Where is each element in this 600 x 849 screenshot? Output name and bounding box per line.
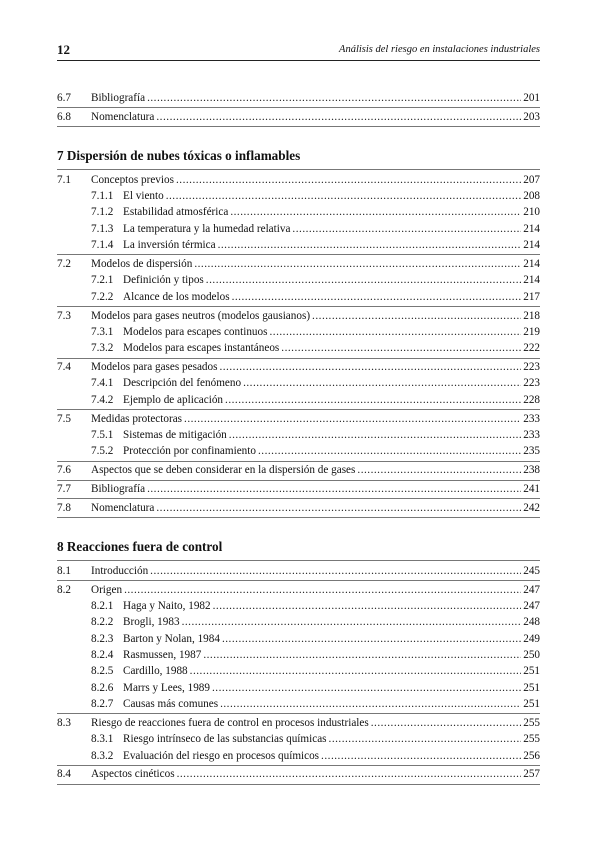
dot-leader	[218, 237, 522, 253]
dot-leader	[258, 443, 521, 459]
toc-entry	[57, 696, 540, 712]
entry-page: 223	[523, 361, 540, 374]
entry-page: 219	[523, 325, 540, 338]
toc-entry	[57, 500, 540, 516]
entry-title: Alcance de los modelos	[123, 290, 230, 303]
entry-title: Nomenclatura	[91, 110, 155, 123]
entry-number: 8.4	[57, 768, 71, 781]
toc-entry	[57, 359, 540, 375]
separator-line	[57, 784, 540, 785]
entry-number: 8.3.2	[91, 749, 114, 762]
toc-entry	[57, 427, 540, 443]
entry-title: Causas más comunes	[123, 698, 219, 710]
entry-page: 222	[523, 342, 540, 355]
entry-title: Modelos de dispersión	[91, 257, 193, 270]
entry-title: Modelos para escapes instantáneos	[123, 342, 280, 355]
dot-leader	[182, 614, 522, 630]
toc-entry	[57, 272, 540, 288]
entry-number: 8.3.1	[91, 733, 114, 746]
toc-entry	[57, 221, 540, 237]
dot-leader	[213, 598, 522, 614]
dot-leader	[312, 308, 521, 324]
entry-page: 208	[523, 190, 540, 203]
toc-entry	[57, 731, 540, 747]
entry-number: 7.1.1	[91, 190, 114, 203]
entry-number: 7.4.2	[91, 393, 114, 406]
dot-leader	[357, 462, 521, 478]
entry-number: 7.7	[57, 483, 71, 495]
entry-page: 251	[523, 698, 540, 710]
entry-page: 242	[523, 501, 540, 514]
dot-leader	[166, 188, 522, 204]
toc-entry	[57, 614, 540, 630]
entry-number: 7.2	[57, 257, 71, 270]
entry-title: Evaluación del riesgo en procesos químicos	[123, 749, 320, 762]
toc-entry	[57, 631, 540, 647]
toc-entry	[57, 375, 540, 391]
entry-number: 6.7	[57, 92, 71, 104]
toc-entry	[57, 443, 540, 459]
toc-entry	[57, 481, 540, 497]
dot-leader	[371, 715, 521, 731]
dot-leader	[156, 109, 521, 125]
toc-entry	[57, 172, 540, 188]
dot-leader	[176, 172, 521, 188]
entry-page: 233	[523, 428, 540, 441]
entry-number: 7.3	[57, 309, 71, 322]
entry-number: 7.2.1	[91, 274, 114, 287]
entry-title: Ejemplo de aplicación	[123, 393, 224, 406]
entry-page: 217	[523, 290, 540, 303]
entry-number: 8.2.1	[91, 599, 114, 612]
entry-number: 8.2	[57, 583, 71, 596]
entry-number: 7.1.4	[91, 239, 114, 252]
entry-title: Cardillo, 1988	[123, 665, 188, 678]
entry-page: 214	[523, 257, 540, 270]
entry-page: 241	[523, 483, 540, 495]
entry-page: 235	[523, 445, 540, 458]
toc-entry	[57, 766, 540, 782]
entry-page: 255	[523, 716, 540, 729]
entry-title: Definición y tipos	[123, 274, 204, 287]
entry-number: 7.4	[57, 361, 71, 374]
entry-number: 7.1	[57, 173, 71, 186]
page-number: 12	[57, 42, 70, 57]
dot-leader	[292, 221, 521, 237]
entry-page: 203	[523, 110, 540, 123]
entry-number: 8.1	[57, 564, 71, 577]
entry-page: 256	[523, 749, 540, 762]
entry-title: Aspectos cinéticos	[91, 768, 175, 781]
dot-leader	[219, 359, 521, 375]
dot-leader	[220, 696, 521, 712]
separator-line	[57, 126, 540, 127]
toc-entry	[57, 598, 540, 614]
entry-page: 250	[523, 648, 540, 661]
entry-page: 238	[523, 464, 540, 477]
separator-line	[57, 517, 540, 518]
entry-number: 7.8	[57, 501, 71, 514]
chapter-heading: 7 Dispersión de nubes tóxicas o inflamables	[57, 147, 301, 163]
entry-number: 7.1.3	[91, 222, 114, 235]
entry-page: 245	[523, 564, 540, 577]
dot-leader	[212, 680, 521, 696]
entry-page: 223	[523, 377, 540, 390]
toc-entry	[57, 582, 540, 598]
dot-leader	[229, 427, 521, 443]
entry-number: 7.2.2	[91, 290, 114, 303]
entry-number: 8.2.4	[91, 648, 114, 661]
dot-leader	[269, 324, 521, 340]
toc-entry	[57, 563, 540, 579]
entry-title: Origen	[91, 583, 123, 596]
toc-entry	[57, 748, 540, 764]
dot-leader	[177, 766, 522, 782]
toc-entry	[57, 715, 540, 731]
toc-entry	[57, 109, 540, 125]
entry-number: 7.5.1	[91, 428, 114, 441]
entry-number: 7.5.2	[91, 445, 114, 458]
entry-title: Brogli, 1983	[123, 616, 180, 629]
entry-number: 7.6	[57, 464, 71, 477]
dot-leader	[194, 256, 521, 272]
entry-number: 7.3.2	[91, 342, 114, 355]
dot-leader	[329, 731, 522, 747]
entry-page: 257	[523, 768, 540, 781]
entry-number: 7.1.2	[91, 206, 114, 219]
entry-number: 8.2.5	[91, 665, 114, 678]
entry-title: La temperatura y la humedad relativa	[123, 222, 291, 235]
toc-entry	[57, 647, 540, 663]
entry-title: Descripción del fenómeno	[123, 377, 242, 390]
entry-number: 7.4.1	[91, 377, 114, 390]
entry-title: Marrs y Lees, 1989	[123, 681, 210, 694]
chapter-heading: 8 Reacciones fuera de control	[57, 538, 223, 554]
toc-entry	[57, 462, 540, 478]
entry-title: Protección por confinamiento	[123, 445, 256, 458]
toc-entry	[57, 90, 540, 106]
entry-page: 207	[523, 173, 540, 186]
entry-number: 7.3.1	[91, 325, 114, 338]
separator-line	[57, 560, 540, 561]
entry-number: 8.2.2	[91, 616, 114, 629]
dot-leader	[203, 647, 521, 663]
dot-leader	[124, 582, 521, 598]
entry-page: 210	[523, 206, 540, 219]
dot-leader	[321, 748, 521, 764]
entry-page: 233	[523, 412, 540, 425]
entry-page: 218	[523, 309, 540, 322]
dot-leader	[232, 289, 522, 305]
dot-leader	[281, 340, 521, 356]
entry-page: 247	[523, 599, 540, 612]
entry-title: La inversión térmica	[123, 239, 216, 252]
toc-entry	[57, 256, 540, 272]
entry-number: 7.5	[57, 412, 71, 425]
dot-leader	[184, 411, 521, 427]
dot-leader	[206, 272, 521, 288]
toc-entry	[57, 680, 540, 696]
dot-leader	[222, 631, 521, 647]
entry-number: 6.8	[57, 110, 71, 123]
dot-leader	[230, 204, 521, 220]
toc-entry	[57, 411, 540, 427]
running-title: Análisis del riesgo en instalaciones industriales	[339, 44, 540, 55]
toc-entry	[57, 324, 540, 340]
entry-title: Riesgo intrínseco de las substancias químicas	[123, 733, 327, 746]
dot-leader	[147, 90, 521, 106]
entry-page: 251	[523, 665, 540, 678]
toc-entry	[57, 340, 540, 356]
entry-title: Modelos para gases pesados	[91, 361, 218, 374]
entry-title: Aspectos que se deben considerar en la dispersión de gases	[91, 464, 356, 477]
entry-page: 249	[523, 632, 540, 645]
entry-title: Modelos para gases neutros (modelos gausianos)	[91, 309, 311, 322]
entry-page: 255	[523, 733, 540, 746]
entry-page: 248	[523, 616, 540, 629]
entry-title: Rasmussen, 1987	[123, 648, 202, 661]
entry-title: Medidas protectoras	[91, 412, 183, 425]
entry-title: Modelos para escapes continuos	[123, 325, 268, 338]
toc-entry	[57, 308, 540, 324]
entry-title: Introducción	[91, 564, 149, 577]
entry-title: El viento	[123, 190, 164, 203]
entry-number: 8.3	[57, 716, 71, 729]
entry-number: 8.2.3	[91, 632, 114, 645]
entry-page: 247	[523, 583, 540, 596]
entry-page: 214	[523, 222, 540, 235]
entry-title: Bibliografía	[91, 92, 146, 104]
entry-title: Barton y Nolan, 1984	[123, 632, 220, 645]
toc-entry	[57, 188, 540, 204]
toc-entry	[57, 204, 540, 220]
toc-entry	[57, 663, 540, 679]
dot-leader	[156, 500, 521, 516]
dot-leader	[190, 663, 522, 679]
toc-entry	[57, 289, 540, 305]
entry-number: 8.2.6	[91, 681, 114, 694]
entry-page: 214	[523, 274, 540, 287]
dot-leader	[243, 375, 521, 391]
entry-page: 228	[523, 393, 540, 406]
entry-number: 8.2.7	[91, 698, 114, 710]
dot-leader	[147, 481, 521, 497]
entry-page: 201	[523, 92, 540, 104]
entry-title: Riesgo de reacciones fuera de control en procesos industriales	[91, 716, 369, 729]
entry-title: Conceptos previos	[91, 173, 174, 186]
entry-title: Nomenclatura	[91, 501, 155, 514]
entry-page: 251	[523, 681, 540, 694]
separator-line	[57, 169, 540, 170]
entry-page: 214	[523, 239, 540, 252]
entry-title: Estabilidad atmosférica	[123, 206, 229, 219]
entry-title: Sistemas de mitigación	[123, 428, 227, 441]
toc-entry	[57, 392, 540, 408]
toc-entry	[57, 237, 540, 253]
entry-title: Haga y Naito, 1982	[123, 599, 211, 612]
entry-title: Bibliografía	[91, 483, 146, 495]
dot-leader	[150, 563, 521, 579]
page-header	[57, 40, 540, 61]
dot-leader	[225, 392, 521, 408]
